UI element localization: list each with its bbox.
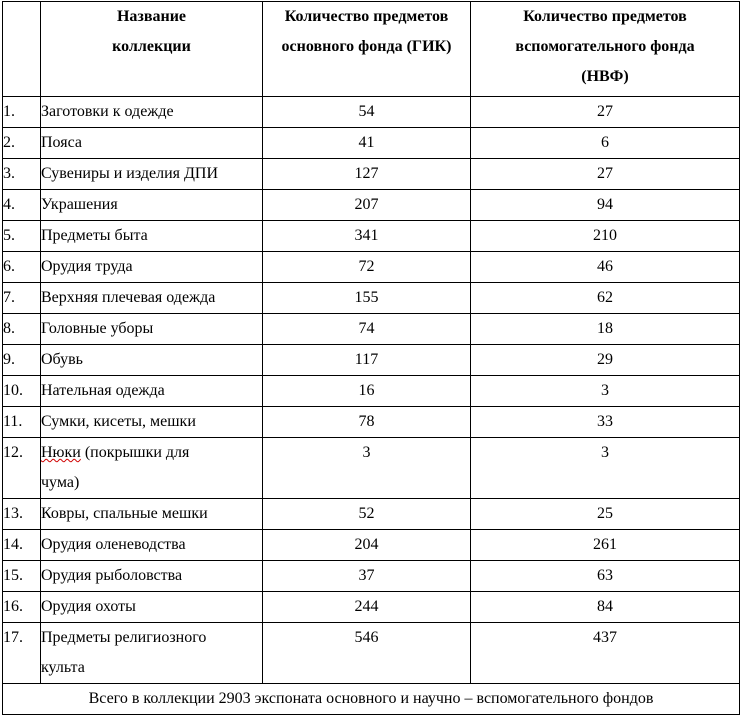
- collection-name: Орудия труда: [41, 252, 263, 283]
- aux-fund-count: 84: [471, 592, 740, 623]
- main-fund-count: 207: [263, 190, 471, 221]
- table-row: [3, 190, 740, 221]
- header-aux-line: вспомогательного фонда: [515, 38, 695, 55]
- row-number: 3.: [3, 159, 41, 190]
- header-row: [3, 2, 740, 97]
- main-fund-count: 244: [263, 592, 471, 623]
- row-number: 13.: [3, 499, 41, 530]
- row-number: 9.: [3, 345, 41, 376]
- collection-name: Головные уборы: [41, 314, 263, 345]
- aux-fund-count: 437: [471, 623, 740, 684]
- header-aux-line: Количество предметов: [523, 8, 687, 25]
- table-row: [3, 530, 740, 561]
- header-aux-line: (НВФ): [581, 68, 629, 85]
- table-row: [3, 499, 740, 530]
- row-number: 15.: [3, 561, 41, 592]
- aux-fund-count: 6: [471, 128, 740, 159]
- collection-name: Нательная одежда: [41, 376, 263, 407]
- aux-fund-count: 25: [471, 499, 740, 530]
- table-row: [3, 561, 740, 592]
- main-fund-count: 54: [263, 97, 471, 128]
- header-aux-fund: [471, 2, 740, 97]
- collection-name-line: [41, 438, 262, 468]
- row-number: 8.: [3, 314, 41, 345]
- collection-name-text: (покрышки для: [80, 444, 190, 461]
- row-number: 7.: [3, 283, 41, 314]
- main-fund-count: 3: [263, 438, 471, 499]
- row-number: 16.: [3, 592, 41, 623]
- main-fund-count: 155: [263, 283, 471, 314]
- aux-fund-count: 18: [471, 314, 740, 345]
- main-fund-count: 204: [263, 530, 471, 561]
- collection-name: Обувь: [41, 345, 263, 376]
- table-row: [3, 376, 740, 407]
- main-fund-count: 52: [263, 499, 471, 530]
- spellcheck-word: Нюки: [41, 444, 81, 461]
- collection-name: Орудия оленеводства: [41, 530, 263, 561]
- collection-name: Орудия рыболовства: [41, 561, 263, 592]
- main-fund-count: 117: [263, 345, 471, 376]
- table-row: [3, 252, 740, 283]
- row-number: 1.: [3, 97, 41, 128]
- main-fund-count: 72: [263, 252, 471, 283]
- collection-name: [41, 623, 263, 684]
- row-number: 5.: [3, 221, 41, 252]
- row-number: 10.: [3, 376, 41, 407]
- table-row: [3, 623, 740, 684]
- main-fund-count: 341: [263, 221, 471, 252]
- table-row: [3, 128, 740, 159]
- aux-fund-count: 27: [471, 97, 740, 128]
- collection-name-line: чума): [41, 474, 80, 491]
- collection-name-line: Предметы религиозного: [41, 629, 207, 646]
- header-name-line: Название: [116, 8, 187, 25]
- collection-name: Сувениры и изделия ДПИ: [41, 159, 263, 190]
- table-row: [3, 221, 740, 252]
- table-row: [3, 283, 740, 314]
- aux-fund-count: 33: [471, 407, 740, 438]
- header-num: [3, 2, 41, 97]
- collection-name: Заготовки к одежде: [41, 97, 263, 128]
- collection-name: Пояса: [41, 128, 263, 159]
- table-row: [3, 438, 740, 499]
- main-fund-count: 127: [263, 159, 471, 190]
- row-number: 14.: [3, 530, 41, 561]
- header-name-line: коллекции: [112, 38, 191, 55]
- collection-name: Предметы быта: [41, 221, 263, 252]
- main-fund-count: 37: [263, 561, 471, 592]
- collection-name: Ковры, спальные мешки: [41, 499, 263, 530]
- collection-name: Сумки, кисеты, мешки: [41, 407, 263, 438]
- row-number: 17.: [3, 623, 41, 684]
- aux-fund-count: 3: [471, 376, 740, 407]
- header-main-fund: [263, 2, 471, 97]
- row-number: 12.: [3, 438, 41, 499]
- collection-name: Верхняя плечевая одежда: [41, 283, 263, 314]
- aux-fund-count: 261: [471, 530, 740, 561]
- table-row: [3, 407, 740, 438]
- collection-name: Украшения: [41, 190, 263, 221]
- main-fund-count: 546: [263, 623, 471, 684]
- aux-fund-count: 62: [471, 283, 740, 314]
- main-fund-count: 41: [263, 128, 471, 159]
- collection-name: [41, 438, 263, 499]
- table-row: [3, 159, 740, 190]
- main-fund-count: 78: [263, 407, 471, 438]
- aux-fund-count: 94: [471, 190, 740, 221]
- main-fund-count: 74: [263, 314, 471, 345]
- aux-fund-count: 3: [471, 438, 740, 499]
- aux-fund-count: 210: [471, 221, 740, 252]
- aux-fund-count: 46: [471, 252, 740, 283]
- collection-name: Орудия охоты: [41, 592, 263, 623]
- table-row: [3, 314, 740, 345]
- aux-fund-count: 29: [471, 345, 740, 376]
- aux-fund-count: 27: [471, 159, 740, 190]
- main-fund-count: 16: [263, 376, 471, 407]
- row-number: 4.: [3, 190, 41, 221]
- header-main-line: основного фонда (ГИК): [281, 38, 452, 55]
- row-number: 6.: [3, 252, 41, 283]
- header-collection-name: [41, 2, 263, 97]
- collection-total: Всего в коллекции 2903 экспоната основного и научно – вспомогательного фондов: [3, 684, 740, 715]
- collection-name-line: культа: [41, 659, 85, 676]
- aux-fund-count: 63: [471, 561, 740, 592]
- collection-table: [2, 1, 740, 715]
- total-row: [3, 684, 740, 715]
- row-number: 11.: [3, 407, 41, 438]
- table-row: [3, 97, 740, 128]
- header-main-line: Количество предметов: [284, 8, 449, 25]
- table-row: [3, 345, 740, 376]
- row-number: 2.: [3, 128, 41, 159]
- table-row: [3, 592, 740, 623]
